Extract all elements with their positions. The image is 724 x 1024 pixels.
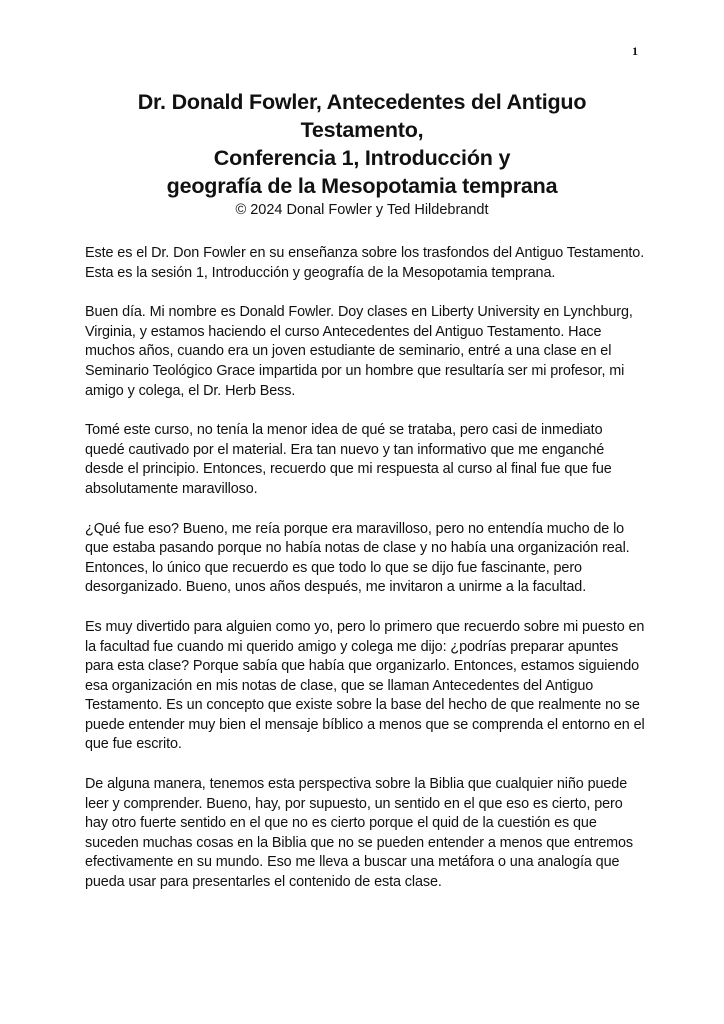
title-line-4: geografía de la Mesopotamia temprana	[166, 174, 558, 198]
paragraph-3: Tomé este curso, no tenía la menor idea de qué se trataba, pero casi de inmediato quedé cautivado por el material. Era tan nuevo y tan informativo que me enganché desde el principio. Entonces, recuerdo que mi respuesta al curso al final fue que fue absolutamente maravilloso.	[85, 422, 612, 497]
document-title	[86, 88, 638, 220]
copyright-notice: © 2024 Donal Fowler y Ted Hildebrandt	[235, 202, 489, 218]
page-number: 1	[632, 44, 638, 58]
title-line-3: Conferencia 1, Introducción y	[213, 146, 511, 170]
body-text	[85, 244, 645, 913]
paragraph-6: De alguna manera, tenemos esta perspectiva sobre la Biblia que cualquier niño puede leer y comprender. Bueno, hay, por supuesto, un sentido en el que eso es cierto, pero hay otro fuerte sentido en el que no es cierto porque el quid de la cuestión es que suceden muchas cosas en la Biblia que no se pueden entender a menos que entremos efectivamente en su mundo. Eso me lleva a buscar una metáfora o una analogía que pueda usar para presentarles el contenido de esta clase.	[85, 776, 634, 891]
title-line-2: Testamento,	[300, 118, 424, 142]
paragraph-2: Buen día. Mi nombre es Donald Fowler. Doy clases en Liberty University en Lynchburg, Virginia, y estamos haciendo el curso Antecedentes del Antiguo Testamento. Hace muchos años, cuando era un joven estudiante de seminario, entré a una clase en el Seminario Teológico Grace impartida por un hombre que resultaría ser mi profesor, mi amigo y colega, el Dr. Herb Bess.	[85, 304, 633, 399]
paragraph-intro: Este es el Dr. Don Fowler en su enseñanza sobre los trasfondos del Antiguo Testamento. Esta es la sesión 1, Introducción y geografía de la Mesopotamia temprana.	[85, 245, 645, 281]
title-line-1: Dr. Donald Fowler, Antecedentes del Antiguo	[137, 90, 587, 114]
paragraph-4: ¿Qué fue eso? Bueno, me reía porque era maravilloso, pero no entendía mucho de lo que estaba pasando porque no había notas de clase y no había una organización real. Entonces, lo único que recuerdo es que todo lo que se dijo fue fascinante, pero desorganizado. Bueno, unos años después, me invitaron a unirme a la facultad.	[85, 520, 630, 596]
paragraph-5: Es muy divertido para alguien como yo, pero lo primero que recuerdo sobre mi puesto en la facultad fue cuando mi querido amigo y colega me dijo: ¿podrías preparar apuntes para esta clase? Porque sabía que había que organizarlo. Entonces, estamos siguiendo esa organización en mis notas de clase, que se llaman Antecedentes del Antiguo Testamento. Es un concepto que existe sobre la base del hecho de que realmente no se puede entender muy bien el mensaje bíblico a menos que se comprenda el entorno en el que fue escrito.	[85, 618, 645, 753]
